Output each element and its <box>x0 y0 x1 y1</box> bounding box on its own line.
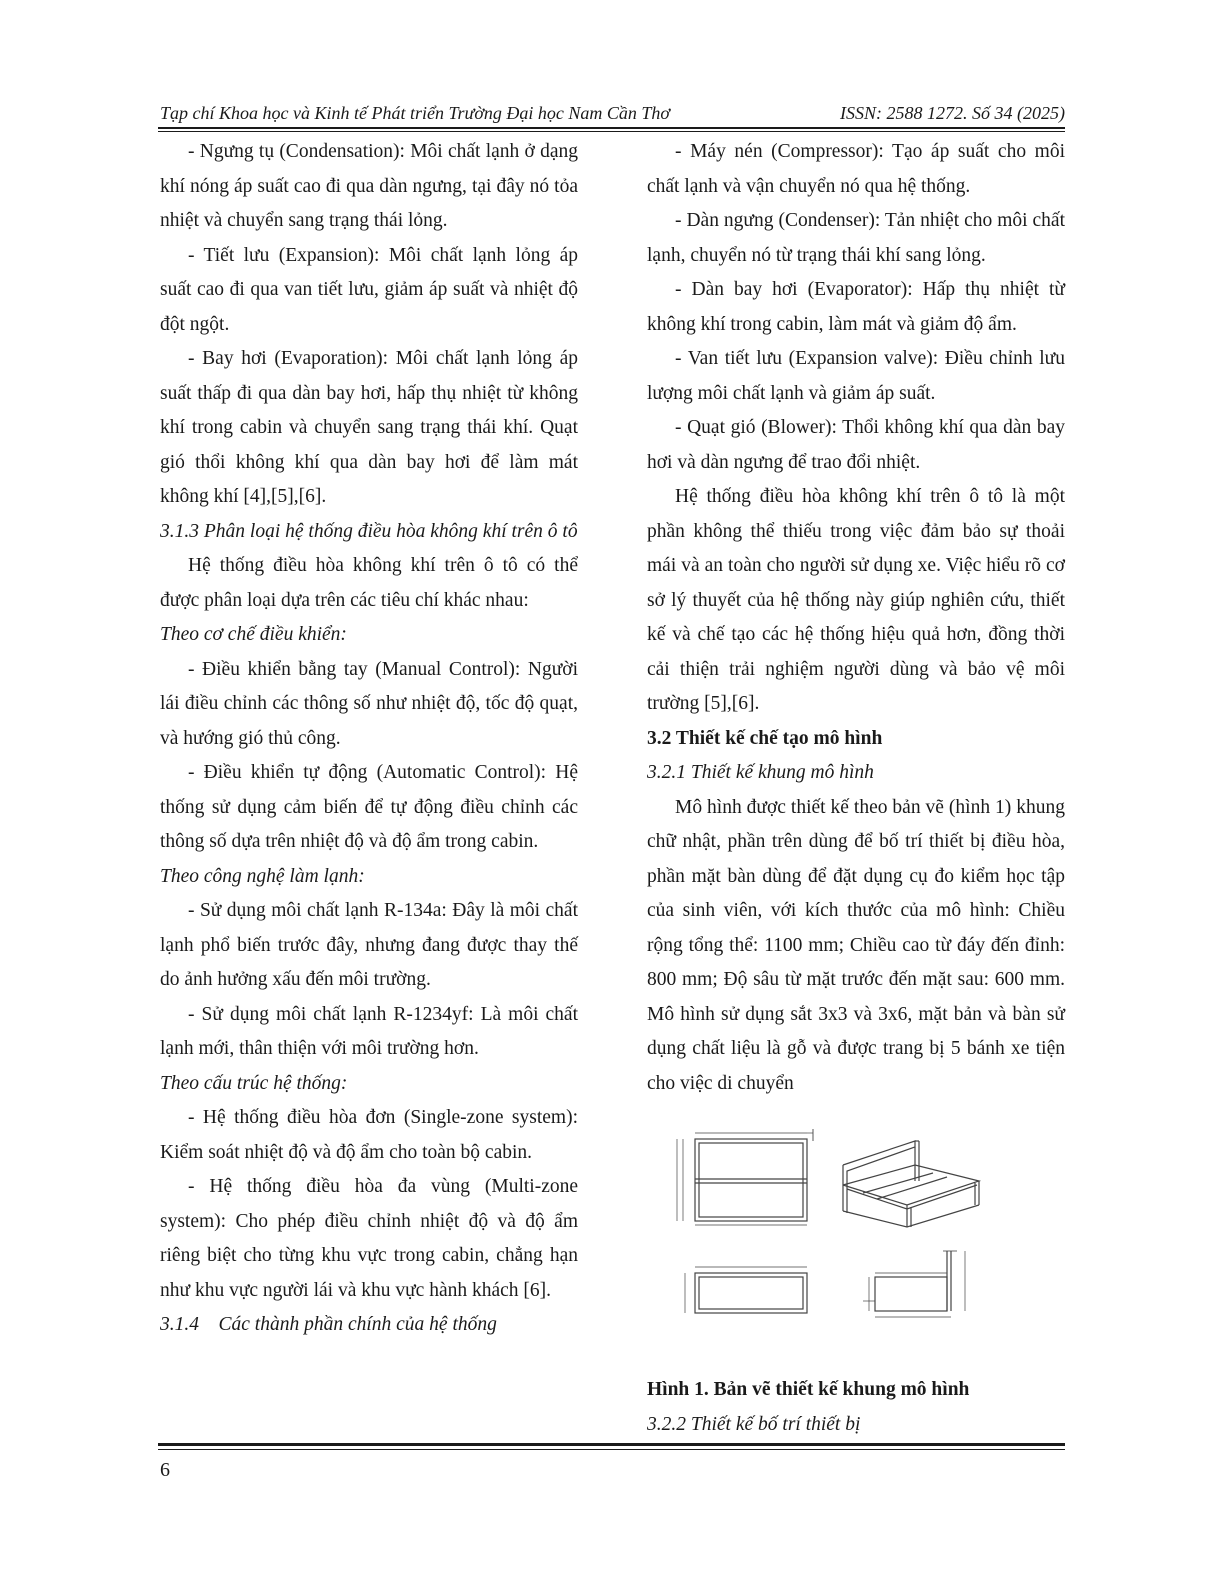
subsection-heading-3-2-1: 3.2.1 Thiết kế khung mô hình <box>647 762 874 783</box>
paragraph-automatic-control: - Điều khiển tự động (Automatic Control): Hệ thống sử dụng cảm biến để tự động điều chỉnh các thông số dựa trên nhiệt độ và độ ẩm trong cabin. <box>160 762 578 852</box>
paragraph-expansion-valve: - Van tiết lưu (Expansion valve): Điều chỉnh lưu lượng môi chất lạnh và giảm áp suất. <box>647 348 1065 404</box>
paragraph-compressor: - Máy nén (Compressor): Tạo áp suất cho môi chất lạnh và vận chuyển nó qua hệ thống. <box>647 141 1065 197</box>
paragraph-r134a: - Sử dụng môi chất lạnh R-134a: Đây là môi chất lạnh phổ biến trước đây, nhưng đang được thay thế do ảnh hưởng xấu đến môi trường. <box>160 900 578 990</box>
criterion-cooling-tech: Theo công nghệ làm lạnh: <box>160 865 365 887</box>
right-column <box>647 135 1065 1442</box>
paragraph-condenser: - Dàn ngưng (Condenser): Tản nhiệt cho môi chất lạnh, chuyển nó từ trạng thái khí sang lỏng. <box>647 210 1065 266</box>
paragraph-multi-zone: - Hệ thống điều hòa đa vùng (Multi-zone system): Cho phép điều chỉnh nhiệt độ và độ ẩm riêng biệt cho từng khu vực trong cabin, chẳng hạn như khu vực người lái và khu vực hành khách [6]. <box>160 1176 578 1301</box>
paragraph-evaporation: - Bay hơi (Evaporation): Môi chất lạnh lỏng áp suất thấp đi qua dàn bay hơi, hấp thụ nhiệt từ không khí trong cabin và chuyển sang trạng thái khí. Quạt gió thổi không khí qua dàn bay hơi để làm mát không khí [4],[5],[6]. <box>160 348 578 507</box>
paragraph-manual-control: - Điều khiển bằng tay (Manual Control): Người lái điều chỉnh các thông số như nhiệt độ, tốc độ quạt, và hướng gió thủ công. <box>160 658 578 749</box>
subsection-heading-3-1-4: 3.1.4 Các thành phần chính của hệ thống <box>160 1314 497 1335</box>
paragraph-condensation: - Ngưng tụ (Condensation): Môi chất lạnh ở dạng khí nóng áp suất cao đi qua dàn ngưng, tại đây nó tỏa nhiệt và chuyển sang trạng thái lỏng. <box>160 141 578 231</box>
paragraph-evaporator: - Dàn bay hơi (Evaporator): Hấp thụ nhiệt từ không khí trong cabin, làm mát và giảm độ ẩm. <box>647 279 1065 335</box>
footer-rule <box>158 1443 1065 1446</box>
paragraph-single-zone: - Hệ thống điều hòa đơn (Single-zone system): Kiểm soát nhiệt độ và độ ẩm cho toàn bộ cabin. <box>160 1107 578 1163</box>
criterion-control: Theo cơ chế điều khiển: <box>160 624 347 645</box>
paragraph-frame-design: Mô hình được thiết kế theo bản vẽ (hình 1) khung chữ nhật, phần trên dùng để bố trí thiết bị điều hòa, phần mặt bàn dùng để đặt dụng cụ đo kiểm học tập của sinh viên, với kích thước của mô hình: Chiều rộng tổng thể: 1100 mm; Chiều cao từ đáy đến đỉnh: 800 mm; Độ sâu từ mặt trước đến mặt sau: 600 mm. Mô hình sử dụng sắt 3x3 và 3x6, mặt bản và bàn sử dụng chất liệu là gỗ và được trang bị 5 bánh xe tiện cho việc di chuyển <box>647 796 1065 1094</box>
frame-drawing-svg <box>647 1123 1065 1373</box>
footer-rule-thin <box>158 1449 1065 1450</box>
paragraph-summary: Hệ thống điều hòa không khí trên ô tô là một phần không thể thiếu trong việc đảm bảo sự thoải mái và an toàn cho người sử dụng xe. Việc hiểu rõ cơ sở lý thuyết của hệ thống này giúp nghiên cứu, thiết kế và chế tạo các hệ thống hiệu quả hơn, đồng thời cải thiện trải nghiệm người dùng và bảo vệ môi trường [5],[6]. <box>647 486 1065 714</box>
isometric-view-drawing <box>843 1141 979 1227</box>
figure-frame-drawing <box>647 1123 1065 1373</box>
journal-title: Tạp chí Khoa học và Kinh tế Phát triển Trường Đại học Nam Cần Thơ <box>160 103 671 123</box>
section-heading-3-2: 3.2 Thiết kế chế tạo mô hình <box>647 727 883 749</box>
front-view-drawing <box>677 1129 813 1225</box>
header-rule <box>158 127 1065 129</box>
subsection-heading-3-1-3: 3.1.3 Phân loại hệ thống điều hòa không khí trên ô tô <box>160 520 578 542</box>
paragraph-r1234yf: - Sử dụng môi chất lạnh R-1234yf: Là môi chất lạnh mới, thân thiện với môi trường hơn. <box>160 1003 578 1059</box>
criterion-structure: Theo cấu trúc hệ thống: <box>160 1072 348 1094</box>
header-rule-thin <box>158 131 1065 132</box>
top-view-drawing <box>685 1267 807 1313</box>
left-column <box>160 135 578 1343</box>
page-number: 6 <box>160 1459 170 1481</box>
figure-caption: Hình 1. Bản vẽ thiết kế khung mô hình <box>647 1379 970 1400</box>
subsection-heading-3-2-2: 3.2.2 Thiết kế bố trí thiết bị <box>647 1413 861 1435</box>
paragraph-classification-intro: Hệ thống điều hòa không khí trên ô tô có thể được phân loại dựa trên các tiêu chí khác nhau: <box>160 555 578 611</box>
paragraph-expansion: - Tiết lưu (Expansion): Môi chất lạnh lỏng áp suất cao đi qua van tiết lưu, giảm áp suất và nhiệt độ đột ngột. <box>160 244 578 335</box>
side-view-drawing <box>863 1251 965 1317</box>
issn-issue: ISSN: 2588 1272. Số 34 (2025) <box>840 103 1065 123</box>
running-header <box>160 100 1065 126</box>
paragraph-blower: - Quạt gió (Blower): Thổi không khí qua dàn bay hơi và dàn ngưng để trao đổi nhiệt. <box>647 417 1065 473</box>
